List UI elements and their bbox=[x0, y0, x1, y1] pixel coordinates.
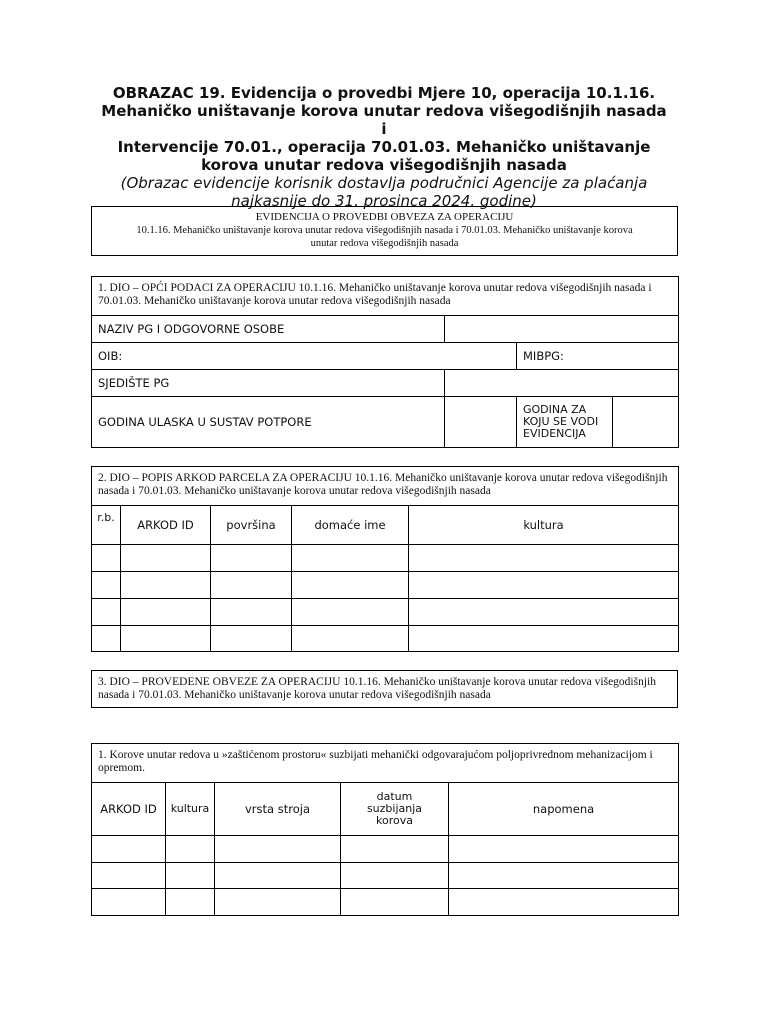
section1-table bbox=[91, 276, 679, 448]
sjediste-pg-label: SJEDIŠTE PG bbox=[92, 370, 445, 397]
cell[interactable] bbox=[92, 863, 166, 889]
cell[interactable] bbox=[341, 889, 449, 916]
evidence-header-box bbox=[91, 206, 678, 256]
cell[interactable] bbox=[121, 545, 211, 572]
cell[interactable] bbox=[449, 836, 679, 863]
table-row bbox=[92, 863, 679, 889]
cell[interactable] bbox=[92, 889, 166, 916]
col-povrsina-header: površina bbox=[211, 506, 292, 545]
cell[interactable] bbox=[341, 863, 449, 889]
cell[interactable] bbox=[409, 545, 679, 572]
table-row bbox=[92, 545, 679, 572]
col-rb-header: r.b. bbox=[92, 506, 121, 545]
title-subtitle-1: (Obrazac evidencije korisnik dostavlja područnici Agencije za plaćanja bbox=[120, 174, 648, 192]
mibpg-field[interactable] bbox=[517, 343, 679, 370]
header-box-line-1: EVIDENCIJA O PROVEDBI OBVEZA ZA OPERACIJU bbox=[255, 211, 514, 223]
col-kultura-header: kultura bbox=[166, 783, 215, 836]
cell[interactable] bbox=[409, 626, 679, 652]
mibpg-label: MIBPG: bbox=[523, 349, 564, 363]
section1-heading: 1. DIO – OPĆI PODACI ZA OPERACIJU 10.1.16. Mehaničko uništavanje korova unutar redova višegodišnjih nasada i 70.01.03. Mehaničko uništavanje korova unutar redova višegodišnjih nasada bbox=[92, 277, 679, 316]
col-kultura-header: kultura bbox=[409, 506, 679, 545]
section3-heading: 3. DIO – PROVEDENE OBVEZE ZA OPERACIJU 10.1.16. Mehaničko uništavanje korova unutar redova višegodišnjih nasada i 70.01.03. Mehaničko uništavanje korova unutar redova višegodišnjih nasada bbox=[98, 676, 656, 701]
col-datum-header: datum suzbijanja korova bbox=[341, 783, 449, 836]
godina-ulaska-label: GODINA ULASKA U SUSTAV POTPORE bbox=[92, 397, 445, 448]
cell[interactable] bbox=[211, 572, 292, 599]
cell[interactable] bbox=[211, 545, 292, 572]
cell[interactable] bbox=[449, 889, 679, 916]
cell[interactable] bbox=[215, 863, 341, 889]
col-vrsta-stroja-header: vrsta stroja bbox=[215, 783, 341, 836]
section4-table bbox=[91, 743, 679, 916]
cell[interactable] bbox=[292, 599, 409, 626]
cell[interactable] bbox=[211, 599, 292, 626]
godina-evidencija-field[interactable] bbox=[613, 397, 679, 448]
cell[interactable] bbox=[121, 599, 211, 626]
col-domace-ime-header: domaće ime bbox=[292, 506, 409, 545]
col-napomena-header: napomena bbox=[449, 783, 679, 836]
cell[interactable] bbox=[92, 836, 166, 863]
cell[interactable] bbox=[92, 572, 121, 599]
cell[interactable] bbox=[449, 863, 679, 889]
section2-heading: 2. DIO – POPIS ARKOD PARCELA ZA OPERACIJU 10.1.16. Mehaničko uništavanje korova unutar redova višegodišnjih nasada i 70.01.03. Mehaničko uništavanje korova unutar redova višegodišnjih nasada bbox=[92, 467, 679, 506]
header-box-line-3: unutar redova višegodišnjih nasada bbox=[310, 238, 459, 249]
section4-heading: 1. Korove unutar redova u »zaštićenom prostoru« suzbijati mehanički odgovarajućom poljoprivrednom mehanizacijom i opremom. bbox=[92, 744, 679, 783]
table-row bbox=[92, 626, 679, 652]
godina-ulaska-field[interactable] bbox=[445, 397, 517, 448]
title-line-5: korova unutar redova višegodišnjih nasada bbox=[201, 156, 567, 174]
cell[interactable] bbox=[292, 572, 409, 599]
table-row bbox=[92, 599, 679, 626]
section2-table bbox=[91, 466, 679, 652]
title-line-4: Intervencije 70.01., operacija 70.01.03. Mehaničko uništavanje bbox=[117, 138, 651, 156]
cell[interactable] bbox=[292, 626, 409, 652]
title-subtitle-2: najkasnije do 31. prosinca 2024. godine) bbox=[231, 192, 537, 210]
col-arkod-header: ARKOD ID bbox=[92, 783, 166, 836]
godina-evidencija-label: GODINA ZA KOJU SE VODI EVIDENCIJA bbox=[517, 397, 613, 448]
cell[interactable] bbox=[92, 626, 121, 652]
table-row bbox=[92, 836, 679, 863]
cell[interactable] bbox=[166, 863, 215, 889]
title-line-3: i bbox=[381, 120, 387, 138]
naziv-pg-label: NAZIV PG I ODGOVORNE OSOBE bbox=[92, 316, 445, 343]
naziv-pg-field[interactable] bbox=[445, 316, 679, 343]
cell[interactable] bbox=[409, 572, 679, 599]
oib-field[interactable] bbox=[92, 343, 517, 370]
cell[interactable] bbox=[121, 626, 211, 652]
table-row bbox=[92, 572, 679, 599]
title-line-2: Mehaničko uništavanje korova unutar redova višegodišnjih nasada bbox=[101, 102, 667, 120]
header-box-line-2: 10.1.16. Mehaničko uništavanje korova unutar redova višegodišnjih nasada i 70.01.03. Mehaničko uništavanje korova bbox=[136, 225, 633, 236]
table-row bbox=[92, 889, 679, 916]
cell[interactable] bbox=[211, 626, 292, 652]
sjediste-pg-field[interactable] bbox=[445, 370, 679, 397]
cell[interactable] bbox=[121, 572, 211, 599]
oib-label: OIB: bbox=[98, 349, 123, 363]
cell[interactable] bbox=[92, 599, 121, 626]
cell[interactable] bbox=[166, 889, 215, 916]
cell[interactable] bbox=[292, 545, 409, 572]
cell[interactable] bbox=[166, 836, 215, 863]
title-line-1: OBRAZAC 19. Evidencija o provedbi Mjere 10, operacija 10.1.16. bbox=[112, 84, 656, 102]
col-arkod-header: ARKOD ID bbox=[121, 506, 211, 545]
cell[interactable] bbox=[409, 599, 679, 626]
form-title bbox=[90, 84, 678, 210]
section3-box bbox=[91, 670, 678, 708]
cell[interactable] bbox=[341, 836, 449, 863]
cell[interactable] bbox=[215, 836, 341, 863]
cell[interactable] bbox=[215, 889, 341, 916]
cell[interactable] bbox=[92, 545, 121, 572]
